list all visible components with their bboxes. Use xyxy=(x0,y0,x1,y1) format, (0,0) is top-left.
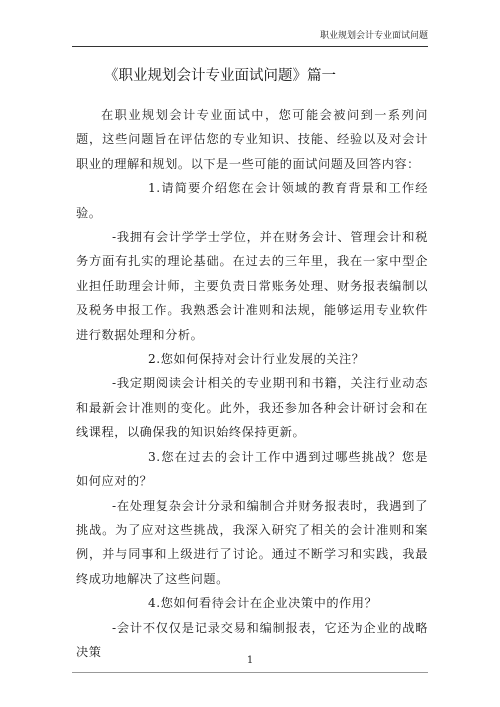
document-title: 《职业规划会计专业面试问题》篇一 xyxy=(104,68,336,84)
answer-1: -我拥有会计学学士学位，并在财务会计、管理会计和税务方面有扎实的理论基础。在过去的三年里，我在一家中型企业担任助理会计师，主要负责日常账务处理、财务报表编制以及税务申报工作。我熟悉会计准则和法规，能够运用专业软件进行数据处理和分析。 xyxy=(76,230,428,342)
intro-paragraph: 在职业规划会计专业面试中，您可能会被问到一系列问题，这些问题旨在评估您的专业知识、技能、经验以及对会计职业的理解和规划。以下是一些可能的面试问题及回答内容： xyxy=(76,108,428,171)
header-title: 职业规划会计专业面试问题 xyxy=(319,31,428,41)
page-header xyxy=(72,30,428,47)
footer-divider xyxy=(72,672,428,673)
answer-3: -在处理复杂会计分录和编制合并财务报表时，我遇到了挑战。为了应对这些挑战，我深入研究了相关的会计准则和案例，并与同事和上级进行了讨论。通过不断学习和实践，我最终成功地解决了这些问题。 xyxy=(76,498,428,586)
document-body xyxy=(76,66,428,664)
page-number: 1 xyxy=(246,655,254,666)
question-1: 1.请简要介绍您在会计领域的教育背景和工作经验。 xyxy=(76,181,428,220)
question-3: 3.您在过去的会计工作中遇到过哪些挑战？您是如何应对的？ xyxy=(76,449,428,489)
answer-2: -我定期阅读会计相关的专业期刊和书籍，关注行业动态和最新会计准则的变化。此外，我还参加各种会计研讨会和在线课程，以确保我的知识始终保持更新。 xyxy=(76,376,428,440)
question-4: 4.您如何看待会计在企业决策中的作用？ xyxy=(148,596,378,611)
question-2: 2.您如何保持对会计行业发展的关注？ xyxy=(148,352,365,367)
answer-4: -会计不仅仅是记录交易和编制报表，它还为企业的战略决策 xyxy=(76,620,428,659)
